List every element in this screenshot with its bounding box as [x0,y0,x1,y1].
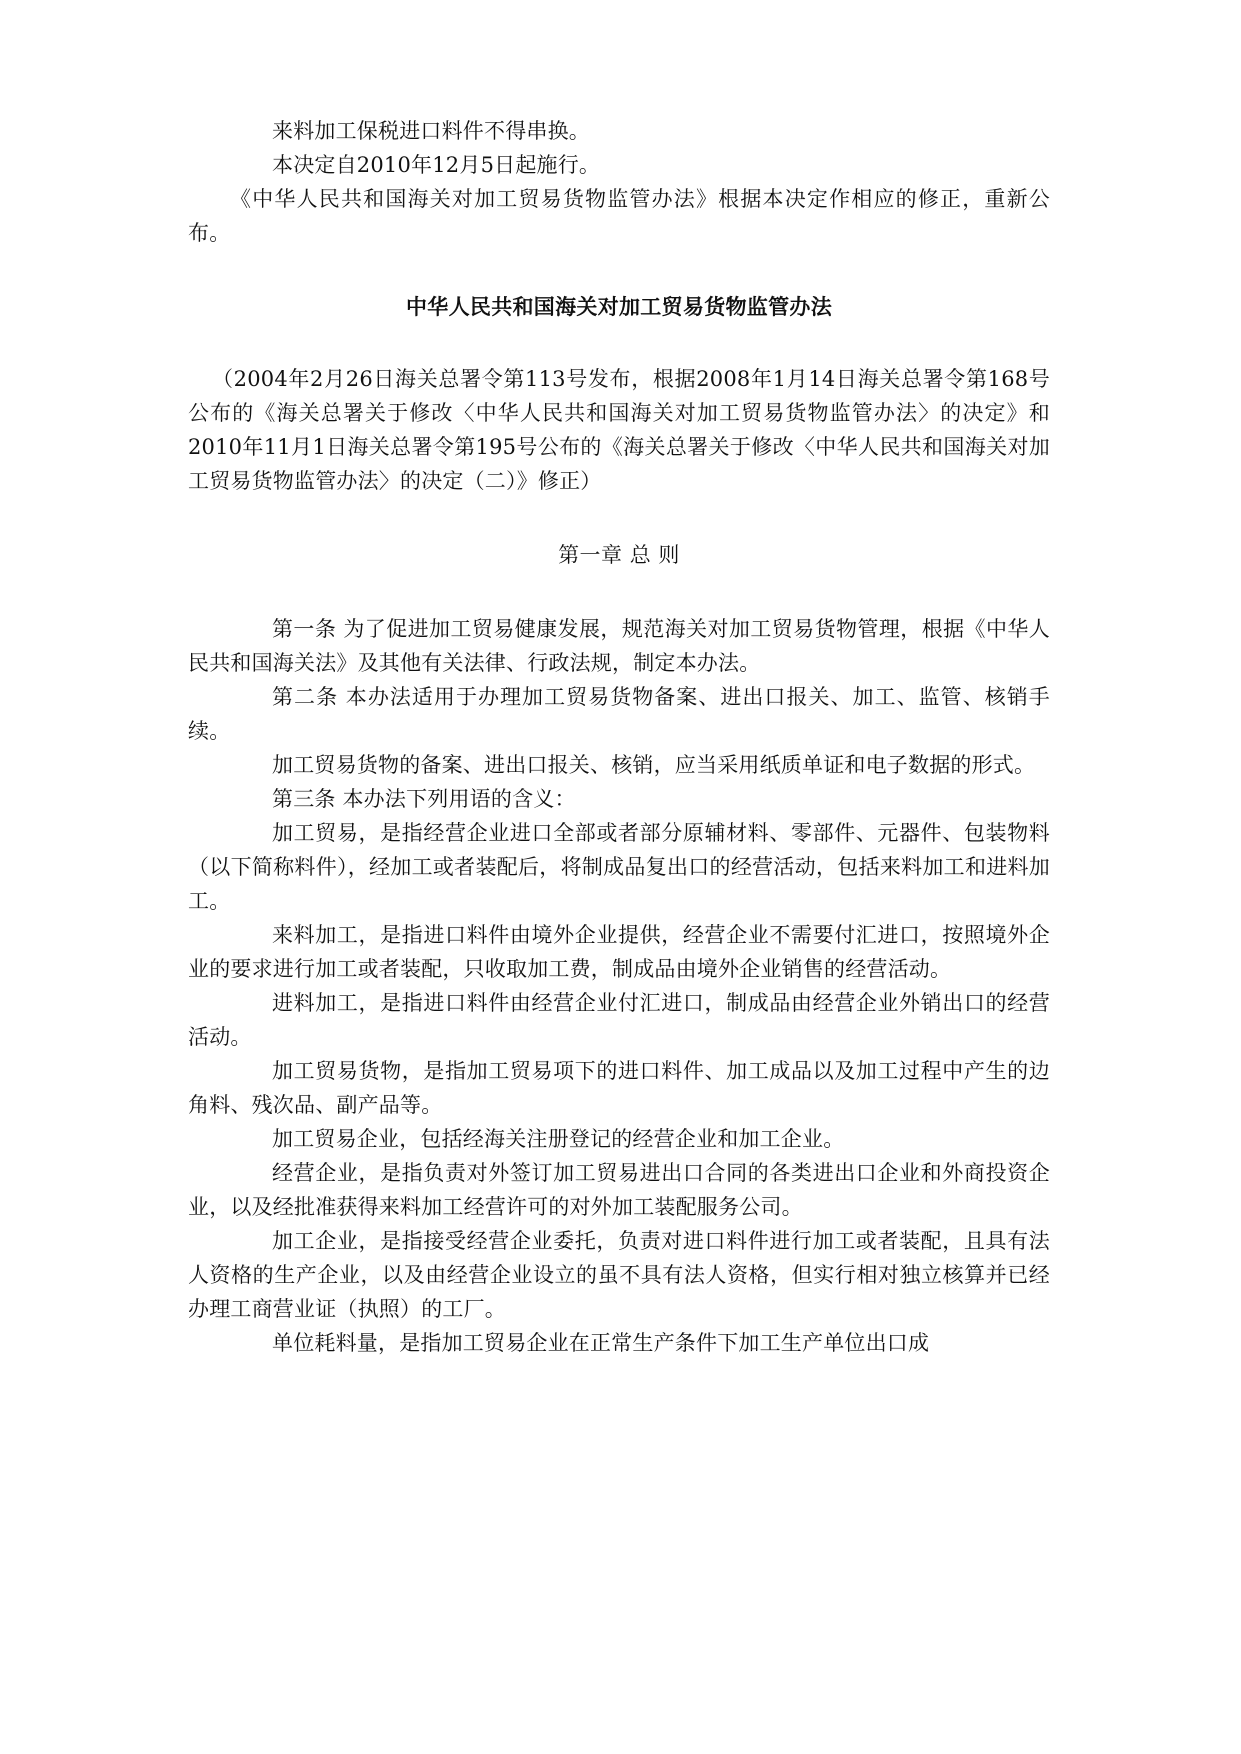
article-paragraph: 第一条 为了促进加工贸易健康发展，规范海关对加工贸易货物管理，根据《中华人民共和国海关法》及其他有关法律、行政法规，制定本办法。 [188,617,1050,675]
intro-paragraph: 《中华人民共和国海关对加工贸易货物监管办法》根据本决定作相应的修正，重新公布。 [188,187,1050,245]
chapter-title: 第一章 总 则 [558,543,680,567]
definition-paragraph: 加工企业，是指接受经营企业委托，负责对进口料件进行加工或者装配，且具有法人资格的生产企业，以及由经营企业设立的虽不具有法人资格，但实行相对独立核算并已经办理工商营业证（执照）的工厂。 [188,1229,1050,1321]
document-title: 中华人民共和国海关对加工贸易货物监管办法 [406,294,832,319]
definition-paragraph: 加工贸易，是指经营企业进口全部或者部分原辅材料、零部件、元器件、包装物料（以下简称料件），经加工或者装配后，将制成品复出口的经营活动，包括来料加工和进料加工。 [188,821,1050,913]
intro-paragraph: 本决定自2010年12月5日起施行。 [272,153,601,177]
definition-paragraph: 经营企业，是指负责对外签订加工贸易进出口合同的各类进出口企业和外商投资企业，以及经批准获得来料加工经营许可的对外加工装配服务公司。 [188,1161,1050,1219]
definition-paragraph: 来料加工，是指进口料件由境外企业提供，经营企业不需要付汇进口，按照境外企业的要求进行加工或者装配，只收取加工费，制成品由境外企业销售的经营活动。 [188,923,1050,981]
intro-paragraph: 来料加工保税进口料件不得串换。 [272,119,590,143]
definition-paragraph: 进料加工，是指进口料件由经营企业付汇进口，制成品由经营企业外销出口的经营活动。 [188,991,1050,1049]
article-paragraph: 第二条 本办法适用于办理加工贸易货物备案、进出口报关、加工、监管、核销手续。 [188,685,1050,743]
provenance-note: （2004年2月26日海关总署令第113号发布，根据2008年1月14日海关总署令第168号公布的《海关总署关于修改〈中华人民共和国海关对加工贸易货物监管办法〉的决定》和2010年11月1日海关总署令第195号公布的《海关总署关于修改〈中华人民共和国海关对加工贸易货物监管办法〉的决定（二）》修正） [188,367,1050,493]
article-paragraph: 第三条 本办法下列用语的含义： [272,787,576,811]
definition-paragraph: 单位耗料量，是指加工贸易企业在正常生产条件下加工生产单位出口成 [272,1331,930,1355]
article-paragraph: 加工贸易货物的备案、进出口报关、核销，应当采用纸质单证和电子数据的形式。 [272,753,1036,777]
document-body [188,114,1050,1360]
definition-paragraph: 加工贸易货物，是指加工贸易项下的进口料件、加工成品以及加工过程中产生的边角料、残次品、副产品等。 [188,1059,1050,1117]
definition-paragraph: 加工贸易企业，包括经海关注册登记的经营企业和加工企业。 [272,1127,845,1151]
